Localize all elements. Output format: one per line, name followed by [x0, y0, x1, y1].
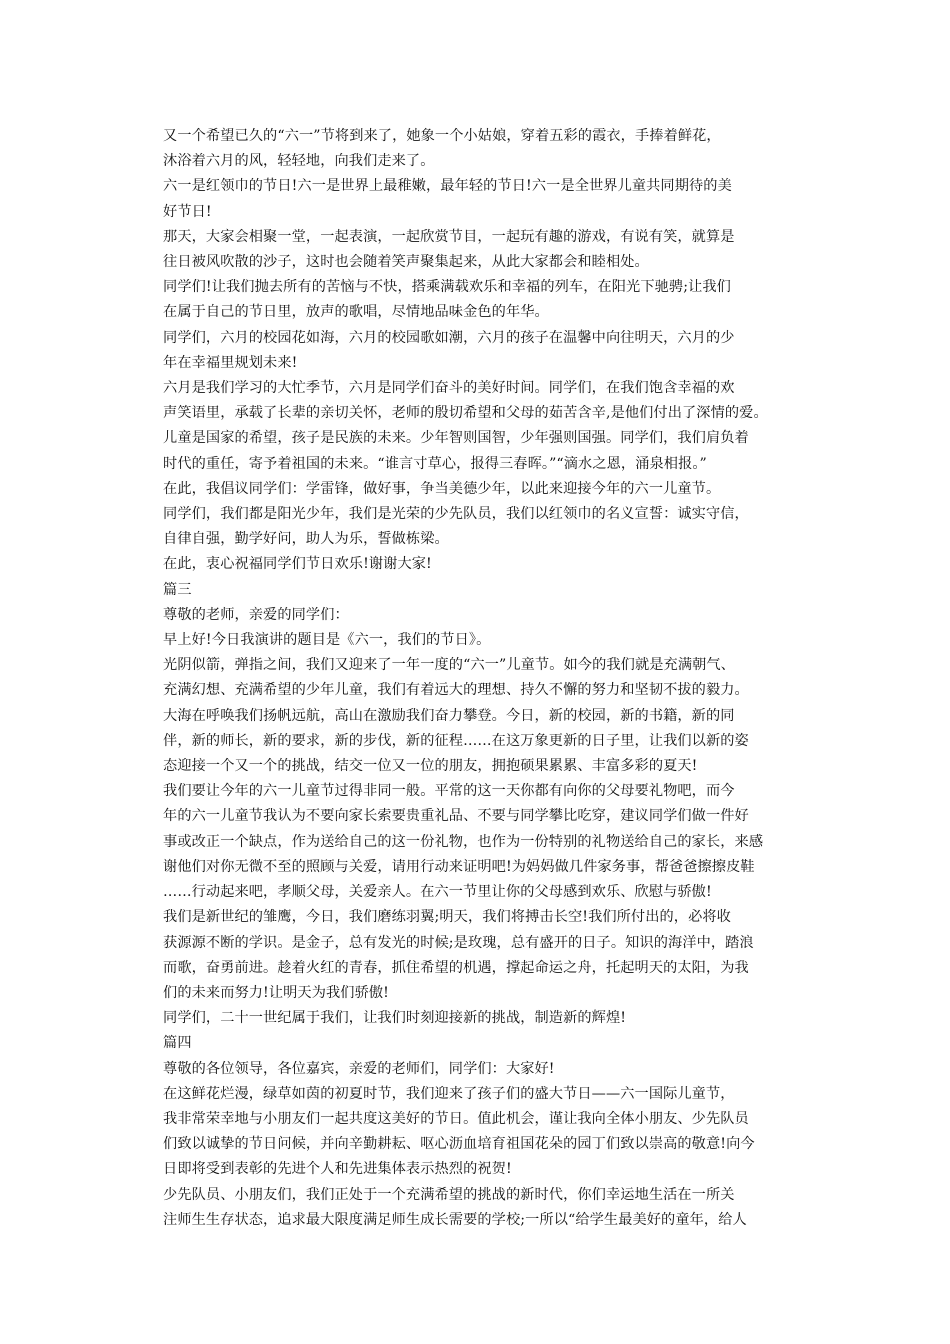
paragraph — [145, 578, 815, 603]
text-line: 那天，大家会相聚一堂，一起表演，一起欣赏节目，一起玩有趣的游戏，有说有笑，就算是 — [163, 228, 735, 245]
document-page — [145, 124, 815, 1233]
text-line: 尊敬的老师，亲爱的同学们： — [163, 606, 349, 623]
paragraph — [145, 1183, 815, 1233]
paragraph — [145, 1031, 815, 1056]
paragraph — [145, 905, 815, 1006]
text-line: 六月是我们学习的大忙季节，六月是同学们奋斗的美好时间。同学们，在我们饱含幸福的欢 — [163, 380, 735, 397]
text-line: 日即将受到表彰的先进个人和先进集体表示热烈的祝贺! — [163, 1161, 512, 1178]
paragraph — [145, 376, 815, 502]
text-line: 六一是红领巾的节日!六一是世界上最稚嫩，最年轻的节日!六一是全世界儿童共同期待的美 — [163, 178, 732, 195]
paragraph — [145, 603, 815, 628]
text-line: 同学们，二十一世纪属于我们，让我们时刻迎接新的挑战，制造新的辉煌! — [163, 1010, 627, 1027]
text-line: 尊敬的各位领导，各位嘉宾，亲爱的老师们，同学们：大家好! — [163, 1060, 555, 1077]
text-line: 年在幸福里规划未来! — [163, 354, 298, 371]
paragraph — [145, 1006, 815, 1031]
text-line: 谢他们对你无微不至的照顾与关爱，请用行动来证明吧!为妈妈做几件家务事，帮爸爸擦擦皮鞋 — [163, 858, 755, 875]
paragraph — [145, 628, 815, 653]
text-line: 我非常荣幸地与小朋友们一起共度这美好的节日。值此机会，谨让我向全体小朋友、少先队员 — [163, 1110, 749, 1127]
text-line: 篇三 — [163, 581, 192, 598]
text-line: 大海在呼唤我们扬帆远航，高山在激励我们奋力攀登。今日，新的校园，新的书籍，新的同 — [163, 707, 735, 724]
paragraph — [145, 174, 815, 224]
text-line: 注师生生存状态，追求最大限度满足师生成长需要的学校;一所以“给学生最美好的童年，给人 — [163, 1211, 747, 1228]
text-line: 好节日! — [163, 203, 212, 220]
text-line: 声笑语里，承载了长辈的亲切关怀，老师的殷切希望和父母的茹苦含辛,是他们付出了深情的爱。 — [163, 405, 768, 422]
text-line: 伴，新的师长，新的要求，新的步伐，新的征程……在这万象更新的日子里，让我们以新的姿 — [163, 732, 749, 749]
text-line: 同学们，六月的校园花如海，六月的校园歌如潮，六月的孩子在温馨中向往明天，六月的少 — [163, 329, 735, 346]
text-line: 充满幻想、充满希望的少年儿童，我们有着远大的理想、持久不懈的努力和坚韧不拔的毅力。 — [163, 682, 749, 699]
text-line: 态迎接一个又一个的挑战，结交一位又一位的朋友，拥抱硕果累累、丰富多彩的夏天! — [163, 758, 698, 775]
text-line: 光阴似箭，弹指之间，我们又迎来了一年一度的“六一”儿童节。如今的我们就是充满朝气、 — [163, 657, 735, 674]
text-line: 事或改正一个缺点，作为送给自己的这一份礼物，也作为一份特别的礼物送给自己的家长，来感 — [163, 833, 764, 850]
text-line: 而歌，奋勇前进。趁着火红的青春，抓住希望的机遇，撑起命运之舟，托起明天的太阳，为我 — [163, 959, 749, 976]
paragraph — [145, 502, 815, 552]
text-line: 往日被风吹散的沙子，这时也会随着笑声聚集起来，从此大家都会和睦相处。 — [163, 254, 649, 271]
text-line: 同学们，我们都是阳光少年，我们是光荣的少先队员，我们以红领巾的名义宣誓：诚实守信， — [163, 506, 749, 523]
paragraph — [145, 124, 815, 174]
paragraph — [145, 1057, 815, 1082]
text-line: 时代的重任，寄予着祖国的未来。“谁言寸草心，报得三春晖。”“滴水之恩，涌泉相报。” — [163, 455, 707, 472]
text-line: 在此，我倡议同学们：学雷锋，做好事，争当美德少年，以此来迎接今年的六一儿童节。 — [163, 480, 721, 497]
text-line: 又一个希望已久的“六一”节将到来了，她象一个小姑娘，穿着五彩的霞衣，手捧着鲜花， — [163, 128, 721, 144]
text-line: 获源源不断的学识。是金子，总有发光的时候;是玫瑰，总有盛开的日子。知识的海洋中，踏浪 — [163, 934, 754, 951]
text-line: 自律自强，勤学好问，助人为乐，誓做栋梁。 — [163, 531, 449, 548]
text-line: ……行动起来吧，孝顺父母，关爱亲人。在六一节里让你的父母感到欢乐、欣慰与骄傲! — [163, 884, 712, 901]
text-line: 同学们!让我们抛去所有的苦恼与不快，搭乘满载欢乐和幸福的列车，在阳光下驰骋;让我们 — [163, 279, 731, 296]
text-line: 在这鲜花烂漫，绿草如茵的初夏时节，我们迎来了孩子们的盛大节日——六一国际儿童节， — [163, 1085, 735, 1102]
paragraph — [145, 326, 815, 376]
document-body — [145, 124, 815, 1233]
paragraph — [145, 1082, 815, 1183]
text-line: 我们要让今年的六一儿童节过得非同一般。平常的这一天你都有向你的父母要礼物吧，而今 — [163, 783, 735, 800]
paragraph — [145, 225, 815, 275]
paragraph — [145, 552, 815, 577]
text-line: 们致以诚挚的节日问候，并向辛勤耕耘、呕心沥血培育祖国花朵的园丁们致以崇高的敬意!向今 — [163, 1136, 755, 1153]
paragraph — [145, 704, 815, 780]
text-line: 儿童是国家的希望，孩子是民族的未来。少年智则国智，少年强则国强。同学们，我们肩负着 — [163, 430, 749, 447]
text-line: 年的六一儿童节我认为不要向家长索要贵重礼品、不要与同学攀比吃穿，建议同学们做一件好 — [163, 808, 749, 825]
text-line: 少先队员、小朋友们，我们正处于一个充满希望的挑战的新时代，你们幸运地生活在一所关 — [163, 1186, 735, 1203]
text-line: 在此，衷心祝福同学们节日欢乐!谢谢大家! — [163, 556, 432, 573]
paragraph — [145, 653, 815, 703]
text-line: 们的未来而努力!让明天为我们骄傲! — [163, 984, 389, 1001]
paragraph — [145, 779, 815, 905]
text-line: 我们是新世纪的雏鹰，今日，我们磨练羽翼;明天，我们将搏击长空!我们所付出的，必将收 — [163, 909, 731, 926]
paragraph — [145, 275, 815, 325]
text-line: 在属于自己的节日里，放声的歌唱，尽情地品味金色的年华。 — [163, 304, 549, 321]
text-line: 篇四 — [163, 1035, 192, 1052]
text-line: 沐浴着六月的风，轻轻地，向我们走来了。 — [163, 153, 435, 170]
text-line: 早上好!今日我演讲的题目是《六一，我们的节日》。 — [163, 632, 491, 649]
